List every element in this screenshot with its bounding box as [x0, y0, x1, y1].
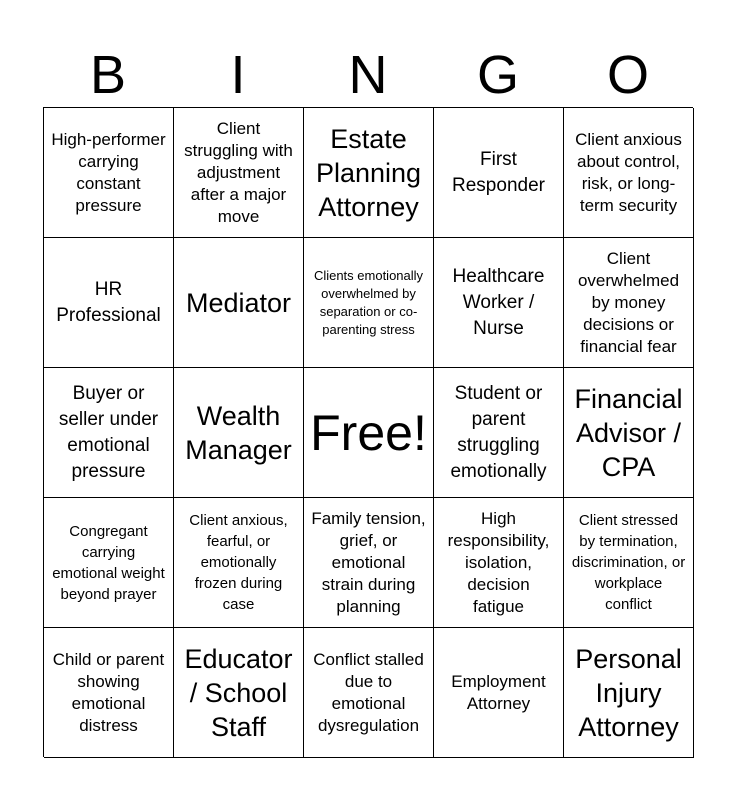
header-letter-n: N: [348, 45, 388, 105]
cell-text: Congregant carrying emotional weight beyond prayer: [52, 522, 165, 603]
bingo-cell: [434, 238, 564, 368]
bingo-cell: [304, 498, 434, 628]
bingo-cell: [564, 108, 694, 238]
cell-text: High responsibility, isolation, decision fatigue: [447, 508, 550, 616]
cell-text: High-performer carrying constant pressure: [51, 129, 166, 215]
free-space-text: Free!: [310, 404, 427, 461]
cell-text: Client stressed by termination, discrimination, or workplace conflict: [571, 512, 686, 613]
cell-text: First Responder: [452, 148, 545, 196]
cell-text: Personal Injury Attorney: [575, 643, 682, 742]
bingo-cell-free: [304, 368, 434, 498]
bingo-cell: [174, 238, 304, 368]
bingo-cell: [304, 238, 434, 368]
bingo-cell: [304, 108, 434, 238]
cell-text: Client anxious about control, risk, or long-term security: [575, 129, 682, 215]
bingo-header: [43, 44, 693, 106]
bingo-cell: [564, 628, 694, 758]
cell-text: Client overwhelmed by money decisions or financial fear: [577, 248, 680, 356]
bingo-cell: [434, 628, 564, 758]
cell-text: Estate Planning Attorney: [315, 123, 422, 222]
bingo-cell: [434, 498, 564, 628]
cell-text: Client anxious, fearful, or emotionally frozen during case: [189, 512, 288, 613]
bingo-cell: [304, 628, 434, 758]
bingo-cell: [174, 498, 304, 628]
bingo-cell: [44, 628, 174, 758]
bingo-cell: [174, 108, 304, 238]
cell-text: Buyer or seller under emotional pressure: [58, 382, 159, 482]
cell-text: Clients emotionally overwhelmed by separation or co-parenting stress: [313, 267, 424, 337]
cell-text: Student or parent struggling emotionally: [450, 382, 547, 482]
bingo-cell: [174, 628, 304, 758]
bingo-card-grid: [43, 107, 693, 757]
cell-text: HR Professional: [56, 278, 161, 326]
cell-text: Conflict stalled due to emotional dysregulation: [313, 649, 424, 735]
cell-text: Educator / School Staff: [184, 643, 293, 742]
header-letter-o: O: [606, 45, 649, 105]
cell-text: Wealth Manager: [185, 400, 292, 465]
header-letter-i: I: [230, 45, 246, 105]
cell-text: Client struggling with adjustment after a major move: [184, 118, 293, 226]
cell-text: Child or parent showing emotional distress: [52, 649, 165, 735]
bingo-cell: [174, 368, 304, 498]
cell-text: Mediator: [185, 287, 292, 318]
bingo-cell: [564, 498, 694, 628]
bingo-cell: [564, 368, 694, 498]
header-letter-g: G: [476, 45, 519, 105]
bingo-cell: [44, 238, 174, 368]
cell-text: Family tension, grief, or emotional strain during planning: [311, 508, 426, 616]
bingo-cell: [44, 498, 174, 628]
bingo-cell: [564, 238, 694, 368]
bingo-cell: [44, 108, 174, 238]
cell-text: Healthcare Worker / Nurse: [452, 265, 545, 339]
bingo-cell: [434, 368, 564, 498]
bingo-cell: [434, 108, 564, 238]
bingo-cell: [44, 368, 174, 498]
cell-text: Financial Advisor / CPA: [574, 383, 683, 482]
cell-text: Employment Attorney: [451, 671, 546, 713]
header-letter-b: B: [89, 45, 127, 105]
